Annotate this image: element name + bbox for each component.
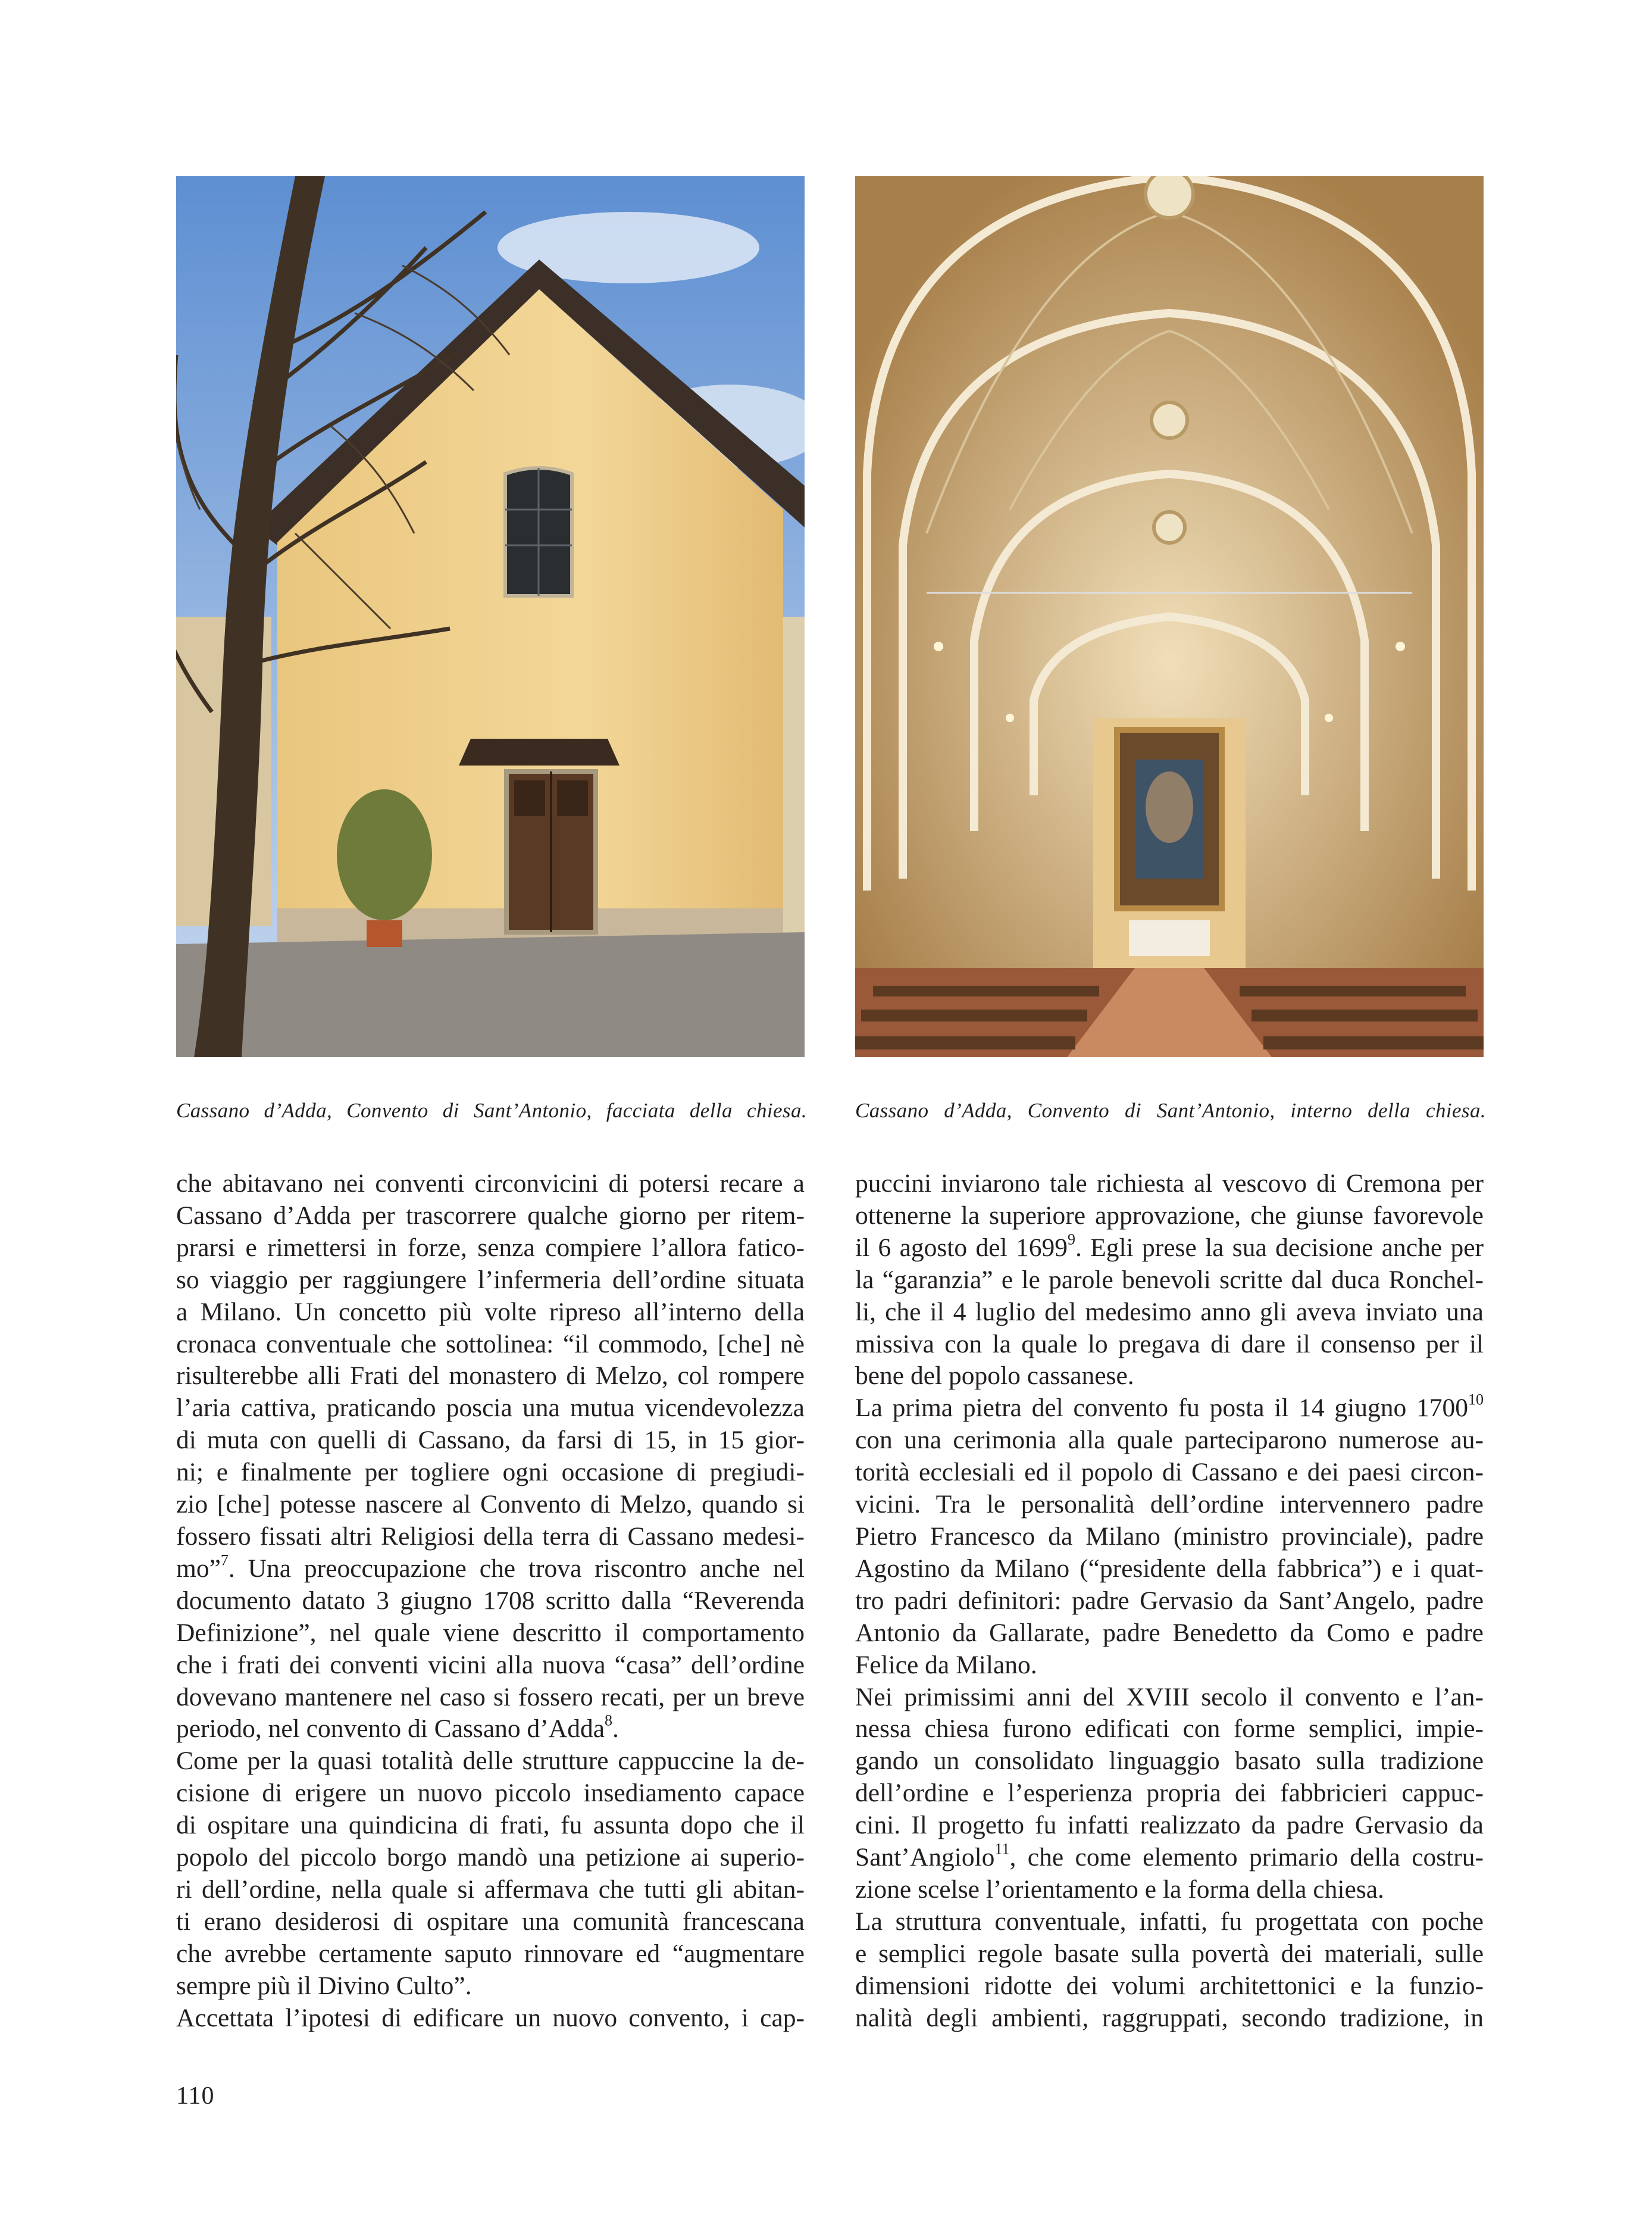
text-line: Definizione”, nel quale viene descritto il comportamento bbox=[176, 1618, 805, 1647]
text-line: zione scelse l’orientamento e la forma della chiesa. bbox=[855, 1875, 1384, 1904]
text-line: risulterebbe alli Frati del monastero di Melzo, col rompere bbox=[176, 1361, 805, 1391]
text-line: documento datato 3 giugno 1708 scritto dalla “Reverenda bbox=[176, 1586, 805, 1615]
text-line: Agostino da Milano (“presidente della fabbrica”) e i quat- bbox=[855, 1554, 1484, 1583]
text-line: Antonio da Gallarate, padre Benedetto da Como e padre bbox=[855, 1618, 1484, 1647]
text-line: Sant’Angiolo$^{11}$, che come elemento primario della costru- bbox=[855, 1840, 1484, 1872]
text-line: Accettata l’ipotesi di edificare un nuovo convento, i cap- bbox=[176, 2003, 805, 2032]
text-line: popolo del piccolo borgo mandò una petizione ai superio- bbox=[176, 1843, 805, 1872]
text-line: La struttura conventuale, infatti, fu progettata con poche bbox=[855, 1907, 1484, 1936]
text-line: la “garanzia” e le parole benevoli scritte dal duca Ronchel- bbox=[855, 1265, 1484, 1294]
text-line: e semplici regole basate sulla povertà dei materiali, sulle bbox=[855, 1939, 1484, 1968]
text-line: prarsi e rimettersi in forze, senza compiere l’allora fatico- bbox=[176, 1233, 805, 1262]
church-facade-photo bbox=[176, 176, 805, 1057]
text-line: bene del popolo cassanese. bbox=[855, 1361, 1134, 1391]
text-line: di muta con quelli di Cassano, da farsi di 15, in 15 gior- bbox=[176, 1426, 805, 1455]
text-line: fossero fissati altri Religiosi della terra di Cassano medesi- bbox=[176, 1522, 805, 1551]
text-line: dell’ordine e l’esperienza propria dei fabbricieri cappuc- bbox=[855, 1779, 1484, 1808]
text-line: cisione di erigere un nuovo piccolo insediamento capace bbox=[176, 1779, 805, 1808]
footnote-ref: 11 bbox=[994, 1840, 1010, 1858]
text-line: cronaca conventuale che sottolinea: “il commodo, [che] nè bbox=[176, 1329, 805, 1358]
text-line: a Milano. Un concetto più volte ripreso all’interno della bbox=[176, 1297, 805, 1326]
text-column-left bbox=[176, 1168, 805, 2034]
text-line: ottenerne la superiore approvazione, che giunse favorevole bbox=[855, 1201, 1484, 1230]
text-line: ti erano desiderosi di ospitare una comunità francescana bbox=[176, 1907, 805, 1936]
text-line: dimensioni ridotte dei volumi architettonici e la funzio- bbox=[855, 1971, 1484, 2000]
text-line: gando un consolidato linguaggio basato sulla tradizione bbox=[855, 1747, 1484, 1776]
text-line: sempre più il Divino Culto”. bbox=[176, 1971, 472, 2000]
footnote-ref: 7 bbox=[220, 1551, 229, 1569]
text-line: che abitavano nei conventi circonvicini di potersi recare a bbox=[176, 1169, 805, 1198]
text-column-right bbox=[855, 1168, 1484, 2034]
text-line: Nei primissimi anni del XVIII secolo il convento e l’an- bbox=[855, 1682, 1484, 1711]
text-line: zio [che] potesse nascere al Convento di Melzo, quando si bbox=[176, 1490, 805, 1519]
text-line: torità ecclesiali ed il popolo di Cassano e dei paesi circon- bbox=[855, 1458, 1484, 1487]
footnote-ref: 10 bbox=[1468, 1391, 1484, 1408]
text-line: so viaggio per raggiungere l’infermeria dell’ordine situata bbox=[176, 1265, 805, 1294]
text-line: Pietro Francesco da Milano (ministro provinciale), padre bbox=[855, 1522, 1484, 1551]
text-line: il 6 agosto del 1699$^9$. Egli prese la sua decisione anche per bbox=[855, 1230, 1484, 1262]
text-line: ri dell’ordine, nella quale si affermava che tutti gli abitan- bbox=[176, 1875, 805, 1904]
text-line: nalità degli ambienti, raggruppati, secondo tradizione, in bbox=[855, 2003, 1484, 2032]
text-line: con una cerimonia alla quale parteciparono numerose au- bbox=[855, 1426, 1484, 1455]
text-line: ni; e finalmente per togliere ogni occasione di pregiudi- bbox=[176, 1458, 805, 1487]
page-number: 110 bbox=[176, 2082, 215, 2110]
text-line: periodo, nel convento di Cassano d’Adda$^8$. bbox=[176, 1711, 619, 1744]
text-line: Felice da Milano. bbox=[855, 1650, 1037, 1679]
caption-right: Cassano d’Adda, Convento di Sant’Antonio, interno della chiesa. bbox=[855, 1099, 1486, 1122]
text-line: nessa chiesa furono edificati con forme semplici, impie- bbox=[855, 1714, 1484, 1744]
text-line: cini. Il progetto fu infatti realizzato da padre Gervasio da bbox=[855, 1811, 1484, 1840]
text-line: Come per la quasi totalità delle strutture cappuccine la de- bbox=[176, 1747, 805, 1776]
text-line: La prima pietra del convento fu posta il 14 giugno 1700$^{10}$ bbox=[855, 1391, 1484, 1423]
text-line: mo”$^7$. Una preoccupazione che trova riscontro anche nel bbox=[176, 1551, 805, 1583]
text-line: li, che il 4 luglio del medesimo anno gli aveva inviato una bbox=[855, 1297, 1484, 1326]
church-interior-photo bbox=[855, 176, 1484, 1057]
text-line: che i frati dei conventi vicini alla nuova “casa” dell’ordine bbox=[176, 1650, 805, 1679]
footnote-ref: 8 bbox=[605, 1711, 613, 1729]
text-line: Cassano d’Adda per trascorrere qualche giorno per ritem- bbox=[176, 1201, 805, 1230]
footnote-ref: 9 bbox=[1067, 1230, 1075, 1248]
text-line: dovevano mantenere nel caso si fossero recati, per un breve bbox=[176, 1682, 805, 1711]
text-line: missiva con la quale lo pregava di dare il consenso per il bbox=[855, 1329, 1484, 1358]
text-line: di ospitare una quindicina di frati, fu assunta dopo che il bbox=[176, 1811, 805, 1840]
caption-left: Cassano d’Adda, Convento di Sant’Antonio, facciata della chiesa. bbox=[176, 1099, 807, 1122]
text-line: l’aria cattiva, praticando poscia una mutua vicendevolezza bbox=[176, 1394, 805, 1423]
text-line: puccini inviarono tale richiesta al vescovo di Cremona per bbox=[855, 1169, 1484, 1198]
text-line: che avrebbe certamente saputo rinnovare ed “augmentare bbox=[176, 1939, 805, 1968]
text-line: vicini. Tra le personalità dell’ordine intervennero padre bbox=[855, 1490, 1484, 1519]
text-line: tro padri definitori: padre Gervasio da Sant’Angelo, padre bbox=[855, 1586, 1484, 1615]
